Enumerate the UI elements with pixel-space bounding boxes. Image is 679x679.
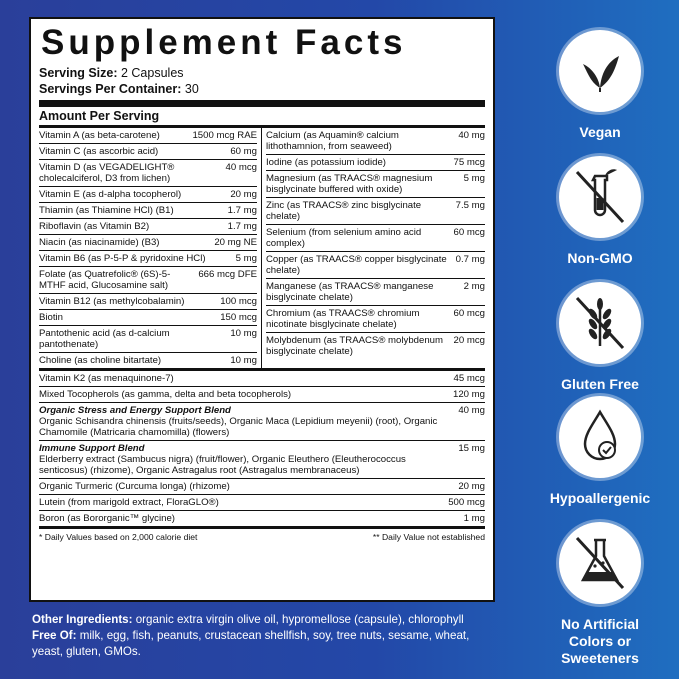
- nutrient-name: Vitamin B6 (as P-5-P & pyridoxine HCl): [39, 253, 206, 264]
- nutrient-row: [39, 511, 485, 527]
- nutrient-name: Chromium (as TRAACS® chromium nicotinate bisglycinate chelate): [266, 308, 420, 330]
- nutrient-amount: 20 mg: [458, 481, 485, 492]
- nutrient-row: [266, 279, 485, 306]
- badge-gluten-free: Gluten Free: [545, 282, 655, 393]
- nutrient-row: [39, 203, 257, 219]
- nutrient-row: [39, 160, 257, 187]
- nutrient-name: Organic Turmeric (Curcuma longa) (rhizome): [39, 481, 230, 492]
- other-ingredients: [32, 612, 502, 660]
- nutrient-column-right: [262, 128, 485, 368]
- nutrient-name: Folate (as Quatrefolic® (6S)-5-MTHF acid, Glucosamine salt): [39, 269, 171, 291]
- panel-title: Supplement Facts: [41, 23, 407, 62]
- nutrient-amount: 10 mg: [230, 328, 257, 339]
- nutrient-name: Calcium (as Aquamin® calcium lithothamnion, from seaweed): [266, 130, 399, 152]
- thick-divider: [39, 100, 485, 107]
- nutrient-row: [39, 495, 485, 511]
- nutrient-row: [39, 219, 257, 235]
- nutrient-amount: 60 mcg: [453, 308, 485, 319]
- nutrient-name: Magnesium (as TRAACS® magnesium bisglycinate buffered with oxide): [266, 173, 433, 195]
- nutrient-name: Biotin: [39, 312, 63, 323]
- nutrient-name: Vitamin E (as d-alpha tocopherol): [39, 189, 182, 200]
- stress-blend-amount: 40 mg: [458, 405, 485, 416]
- nutrient-name: Zinc (as TRAACS® zinc bisglycinate chelate): [266, 200, 422, 222]
- nutrient-amount: 60 mcg: [453, 227, 485, 238]
- footnotes: [39, 527, 485, 545]
- nutrient-amount: 100 mcg: [220, 296, 257, 307]
- immune-blend-row: [39, 441, 485, 479]
- nutrient-name: Vitamin B12 (as methylcobalamin): [39, 296, 185, 307]
- immune-blend-amount: 15 mg: [458, 443, 485, 454]
- nutrient-amount: 40 mcg: [225, 162, 257, 173]
- nutrient-name: Iodine (as potassium iodide): [266, 157, 386, 168]
- nutrient-amount: 0.7 mg: [455, 254, 485, 265]
- nutrient-amount: 500 mcg: [448, 497, 485, 508]
- nutrient-amount: 45 mcg: [453, 373, 485, 384]
- supplement-facts-panel: [29, 17, 495, 602]
- nutrient-row: [39, 353, 257, 368]
- nutrient-amount: 10 mg: [230, 355, 257, 366]
- nutrient-name: Lutein (from marigold extract, FloraGLO®): [39, 497, 219, 508]
- badge-no-artificial: No Artificial Colors or Sweeteners: [545, 522, 655, 667]
- nutrient-name: Choline (as choline bitartate): [39, 355, 162, 366]
- immune-blend-title: Immune Support Blend: [39, 443, 145, 454]
- nutrient-row: [39, 310, 257, 326]
- nutrient-amount: 7.5 mg: [455, 200, 485, 211]
- nutrient-amount: 20 mcg: [453, 335, 485, 346]
- nutrient-row: [266, 333, 485, 359]
- nutrient-amount: 5 mg: [235, 253, 257, 264]
- no-flask-icon: [559, 522, 641, 604]
- nutrient-name: Boron (as Bororganic™ glycine): [39, 513, 175, 524]
- nutrient-name: Niacin (as niacinamide) (B3): [39, 237, 160, 248]
- free-of-line: Free Of: milk, egg, fish, peanuts, crustacean shellfish, soy, tree nuts, sesame, wheat, yeast, gluten, GMOs.: [32, 629, 470, 658]
- nutrient-name: Thiamin (as Thiamine HCl) (B1): [39, 205, 174, 216]
- nutrient-name: Selenium (from selenium amino acid complex): [266, 227, 422, 249]
- badge-vegan: Vegan: [545, 30, 655, 141]
- immune-blend-desc: Elderberry extract (Sambucus nigra) (fruit/flower), Organic Eleuthero (Eleutherococcus senticosus) (rhizome), Organic Astragalus root (Astragalus membranaceus): [39, 454, 406, 476]
- nutrient-name: Vitamin C (as ascorbic acid): [39, 146, 159, 157]
- droplet-check-icon: [559, 396, 641, 478]
- nutrient-name: Riboflavin (as Vitamin B2): [39, 221, 150, 232]
- stress-blend-desc: Organic Schisandra chinensis (fruits/seeds), Organic Maca (Lepidium meyenii) (root), Organic Chamomile (Matricaria chamomilla) (flowers): [39, 416, 438, 438]
- nutrient-row: [39, 326, 257, 353]
- nutrient-row: [39, 235, 257, 251]
- nutrient-amount: 5 mg: [463, 173, 485, 184]
- footnote-not-established: ** Daily Value not established: [372, 532, 485, 542]
- nutrient-amount: 1.7 mg: [227, 221, 257, 232]
- nutrient-row: [266, 155, 485, 171]
- stress-blend-row: [39, 403, 485, 441]
- servings-per-container: Servings Per Container: 30: [39, 82, 199, 96]
- nutrient-row: [266, 128, 485, 155]
- footnote-daily-values: * Daily Values based on 2,000 calorie diet: [39, 532, 198, 542]
- nutrient-amount: 2 mg: [463, 281, 485, 292]
- no-gmo-test-tube-icon: [559, 156, 641, 238]
- no-wheat-icon: [559, 282, 641, 364]
- nutrient-row: [266, 306, 485, 333]
- nutrient-row: [39, 128, 257, 144]
- nutrient-row: [39, 267, 257, 294]
- nutrient-columns: [39, 128, 485, 371]
- nutrient-row: [266, 171, 485, 198]
- bottom-rows: [39, 479, 485, 527]
- nutrient-name: Molybdenum (as TRAACS® molybdenum bisglycinate chelate): [266, 335, 443, 357]
- nutrient-name: Copper (as TRAACS® copper bisglycinate chelate): [266, 254, 447, 276]
- nutrient-amount: 120 mg: [453, 389, 485, 400]
- nutrient-row: [266, 252, 485, 279]
- nutrient-amount: 150 mcg: [220, 312, 257, 323]
- nutrient-name: Manganese (as TRAACS® manganese bisglycinate chelate): [266, 281, 434, 303]
- badge-hypoallergenic: Hypoallergenic: [545, 396, 655, 507]
- ingredients-line: Other Ingredients: organic extra virgin olive oil, hypromellose (capsule), chlorophyll: [32, 613, 464, 626]
- badge-non-gmo: Non-GMO: [545, 156, 655, 267]
- nutrient-name: Vitamin K2 (as menaquinone-7): [39, 373, 174, 384]
- nutrient-amount: 60 mg: [230, 146, 257, 157]
- nutrient-amount: 1 mg: [463, 513, 485, 524]
- nutrient-amount: 666 mcg DFE: [198, 269, 257, 280]
- nutrient-column-left: [39, 128, 262, 368]
- amount-per-serving-header: Amount Per Serving: [39, 107, 485, 128]
- nutrient-amount: 75 mcg: [453, 157, 485, 168]
- nutrient-row: [39, 144, 257, 160]
- nutrient-row: [39, 387, 485, 403]
- nutrient-name: Pantothenic acid (as d-calcium pantothenate): [39, 328, 170, 350]
- nutrient-row: [39, 371, 485, 387]
- serving-size: Serving Size: 2 Capsules: [39, 66, 184, 80]
- nutrient-row: [39, 294, 257, 310]
- nutrient-name: Mixed Tocopherols (as gamma, delta and beta tocopherols): [39, 389, 292, 400]
- full-width-rows: [39, 371, 485, 403]
- nutrient-amount: 1500 mcg RAE: [192, 130, 257, 141]
- nutrient-row: [39, 187, 257, 203]
- nutrient-amount: 20 mg: [230, 189, 257, 200]
- nutrient-amount: 1.7 mg: [227, 205, 257, 216]
- nutrient-row: [266, 225, 485, 252]
- nutrient-name: Vitamin D (as VEGADELIGHT® cholecalciferol, D3 from lichen): [39, 162, 175, 184]
- nutrient-row: [39, 479, 485, 495]
- nutrient-row: [39, 251, 257, 267]
- leaf-icon: [559, 30, 641, 112]
- nutrient-amount: 20 mg NE: [214, 237, 257, 248]
- nutrient-name: Vitamin A (as beta-carotene): [39, 130, 160, 141]
- nutrient-row: [266, 198, 485, 225]
- nutrient-amount: 40 mg: [458, 130, 485, 141]
- stress-blend-title: Organic Stress and Energy Support Blend: [39, 405, 231, 416]
